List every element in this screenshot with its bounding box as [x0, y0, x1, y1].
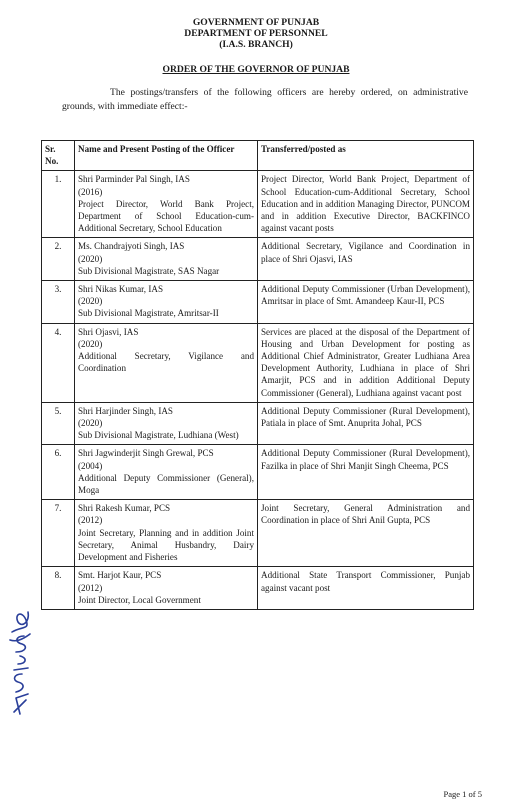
- officer-name: Shri Rakesh Kumar, PCS: [78, 503, 171, 514]
- officer-cell: [75, 567, 258, 610]
- officer-cell: [75, 500, 258, 567]
- present-posting: Joint Director, Local Government: [78, 594, 201, 605]
- officer-name: Shri Harjinder Singh, IAS: [78, 405, 173, 416]
- page-number: Page 1 of 5: [443, 789, 482, 799]
- present-posting: Sub Divisional Magistrate, Ludhiana (West): [78, 430, 239, 441]
- branch-heading: (I.A.S. BRANCH): [219, 39, 293, 50]
- officer-cell: [75, 281, 258, 324]
- table-row: [42, 445, 474, 500]
- officer-name: Shri Ojasvi, IAS: [78, 326, 139, 337]
- table-row: [42, 238, 474, 281]
- officer-batch: (2020): [78, 338, 103, 349]
- transferred-to: Additional Deputy Commissioner (Rural Development), Fazilka in place of Shri Manjit Singh Cheema, PCS: [258, 445, 474, 500]
- present-posting: Additional Secretary, Vigilance and Coordination: [78, 351, 254, 374]
- govt-heading: GOVERNMENT OF PUNJAB: [192, 17, 320, 28]
- col-officer-header: Name and Present Posting of the Officer: [75, 141, 258, 171]
- serial-number: 3.: [42, 281, 75, 324]
- transferred-to: Joint Secretary, General Administration and Coordination in place of Shri Anil Gupta, PCS: [258, 500, 474, 567]
- serial-number: 2.: [42, 238, 75, 281]
- transferred-to: Additional Secretary, Vigilance and Coordination in place of Shri Ojasvi, IAS: [258, 238, 474, 281]
- present-posting: Project Director, World Bank Project, Department of School Education-cum-Additional Secretary, School Education: [78, 198, 254, 234]
- officer-batch: (2012): [78, 582, 103, 593]
- officer-batch: (2004): [78, 460, 103, 471]
- officer-name: Shri Parminder Pal Singh, IAS: [78, 174, 190, 185]
- officer-batch: (2012): [78, 515, 103, 526]
- officer-cell: [75, 445, 258, 500]
- serial-number: 1.: [42, 171, 75, 238]
- officer-name: Shri Jagwinderjit Singh Grewal, PCS: [78, 448, 214, 459]
- table-row: [42, 171, 474, 238]
- serial-number: 6.: [42, 445, 75, 500]
- table-row: [42, 500, 474, 567]
- serial-number: 7.: [42, 500, 75, 567]
- table-header-row: [42, 141, 474, 171]
- officer-name: Shri Nikas Kumar, IAS: [78, 284, 164, 295]
- col-sr-header: Sr. No.: [42, 141, 75, 171]
- order-title: ORDER OF THE GOVERNOR OF PUNJAB: [162, 64, 350, 75]
- officer-name: Ms. Chandrajyoti Singh, IAS: [78, 241, 185, 252]
- officer-batch: (2020): [78, 418, 103, 429]
- table-row: [42, 402, 474, 445]
- table-row: [42, 567, 474, 610]
- present-posting: Sub Divisional Magistrate, SAS Nagar: [78, 265, 220, 276]
- col-transfer-header: Transferred/posted as: [258, 141, 474, 171]
- intro-paragraph: The postings/transfers of the following officers are hereby ordered, on administrative grounds, with immediate effect:-: [62, 87, 468, 112]
- present-posting: Additional Deputy Commissioner (General), Moga: [78, 472, 254, 496]
- transferred-to: Additional State Transport Commissioner, Punjab against vacant post: [258, 567, 474, 610]
- officer-name: Smt. Harjot Kaur, PCS: [78, 570, 162, 581]
- table-row: [42, 281, 474, 324]
- officer-cell: [75, 238, 258, 281]
- transferred-to: Project Director, World Bank Project, Department of School Education-cum-Additional Secretary, School Education and in addition Managing Director, PUNCOM and in addition Executive Director, BACKFINCO against vacant posts: [258, 171, 474, 238]
- officer-batch: (2016): [78, 186, 103, 197]
- postings-table: [41, 140, 474, 610]
- serial-number: 4.: [42, 323, 75, 402]
- transferred-to: Additional Deputy Commissioner (Urban Development), Amritsar in place of Smt. Amandeep Kaur-II, PCS: [258, 281, 474, 324]
- officer-cell: [75, 323, 258, 402]
- present-posting: Joint Secretary, Planning and in addition Joint Secretary, Animal Husbandry, Dairy Development and Fisheries: [78, 527, 254, 563]
- serial-number: 8.: [42, 567, 75, 610]
- officer-cell: [75, 171, 258, 238]
- department-heading: DEPARTMENT OF PERSONNEL: [184, 28, 328, 39]
- table-row: [42, 323, 474, 402]
- transferred-to: Additional Deputy Commissioner (Rural Development), Patiala in place of Smt. Anuprita Johal, PCS: [258, 402, 474, 445]
- present-posting: Sub Divisional Magistrate, Amritsar-II: [78, 308, 219, 319]
- officer-batch: (2020): [78, 296, 103, 307]
- transferred-to: Services are placed at the disposal of the Department of Housing and Urban Development for posting as Additional Chief Administrator, Greater Ludhiana Area Development Authority, Ludhiana in place of Shri Amarjit, PCS and in addition Additional Deputy Commissioner (General), Ludhiana against vacant post: [258, 323, 474, 402]
- officer-batch: (2020): [78, 253, 103, 264]
- handwritten-signature: [4, 604, 36, 716]
- officer-cell: [75, 402, 258, 445]
- serial-number: 5.: [42, 402, 75, 445]
